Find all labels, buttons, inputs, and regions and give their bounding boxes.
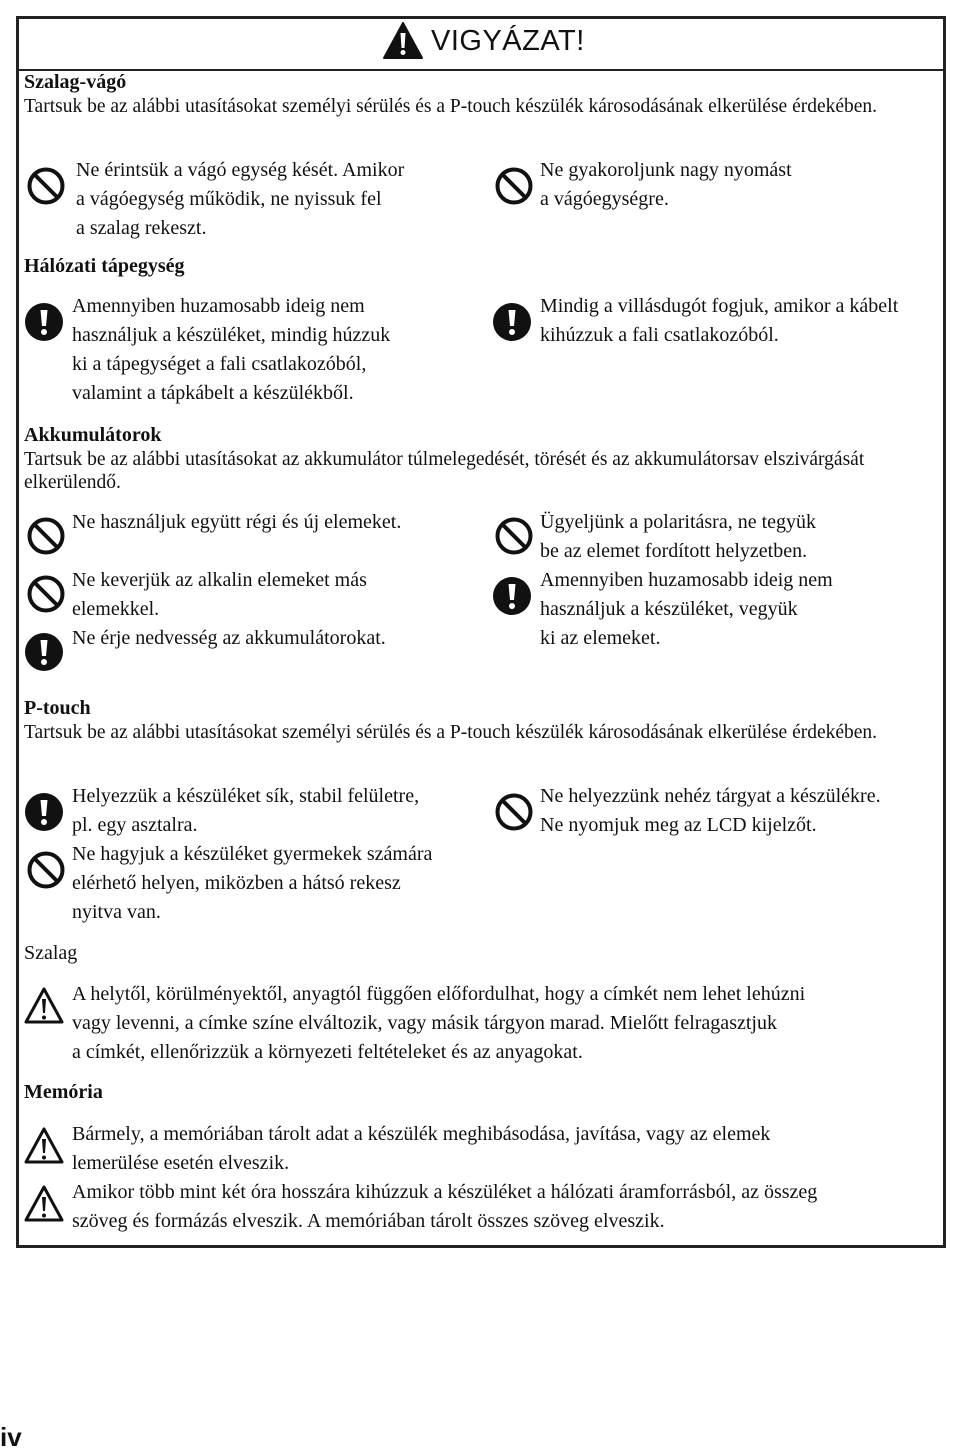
list-item bbox=[492, 566, 833, 653]
header-title-group bbox=[381, 21, 585, 61]
panel-header bbox=[19, 19, 943, 71]
section-title-memory: Memória bbox=[24, 1081, 103, 1103]
item-line: használjuk a készüléket, mindig húzzuk bbox=[72, 324, 391, 346]
item-line: vagy levenni, a címke színe elváltozik, vagy másik tárgyon marad. Mielőtt felragasztjuk bbox=[72, 1012, 777, 1034]
item-line: kihúzzuk a fali csatlakozóból. bbox=[540, 324, 779, 346]
mandatory-icon bbox=[24, 302, 64, 342]
item-line: Amennyiben huzamosabb ideig nem bbox=[540, 569, 833, 591]
item-line: szöveg és formázás elveszik. A memóriában tárolt összes szöveg elveszik. bbox=[72, 1210, 665, 1232]
item-line: Amikor több mint két óra hosszára kihúzzuk a készüléket a hálózati áramforrásból, az összeg bbox=[72, 1181, 818, 1203]
list-item bbox=[492, 508, 816, 566]
item-line: Ne keverjük az alkalin elemeket más bbox=[72, 569, 367, 591]
mandatory-icon bbox=[24, 632, 64, 672]
prohibition-icon bbox=[26, 574, 66, 614]
caution-icon bbox=[24, 1126, 64, 1166]
item-line: Helyezzük a készüléket sík, stabil felületre, bbox=[72, 785, 420, 807]
list-item bbox=[24, 156, 404, 243]
prohibition-icon bbox=[494, 792, 534, 832]
mandatory-icon bbox=[492, 302, 532, 342]
list-item bbox=[24, 1120, 770, 1178]
list-item bbox=[492, 156, 792, 214]
item-line: elemekkel. bbox=[72, 598, 160, 620]
section-title-ptouch: P-touch bbox=[24, 697, 91, 719]
item-line: valamint a tápkábelt a készülékből. bbox=[72, 382, 354, 404]
section-title-batteries: Akkumulátorok bbox=[24, 424, 162, 446]
page-number: iv bbox=[0, 1422, 22, 1452]
section-intro-ptouch: Tartsuk be az alábbi utasításokat személyi sérülés és a P-touch készülék károsodásának elkerülése érdekében. bbox=[24, 722, 878, 743]
warning-triangle-icon bbox=[381, 21, 425, 61]
prohibition-icon bbox=[494, 516, 534, 556]
section-title-adapter: Hálózati tápegység bbox=[24, 255, 185, 277]
item-line: a szalag rekeszt. bbox=[76, 217, 207, 239]
item-line: lemerülése esetén elveszik. bbox=[72, 1152, 290, 1174]
item-line: Ne érintsük a vágó egység kését. Amikor bbox=[76, 159, 405, 181]
section-intro-cutter: Tartsuk be az alábbi utasításokat személyi sérülés és a P-touch készülék károsodásának elkerülése érdekében. bbox=[24, 96, 878, 117]
item-line: használjuk a készüléket, vegyük bbox=[540, 598, 798, 620]
list-item bbox=[24, 980, 805, 1067]
item-line: Amennyiben huzamosabb ideig nem bbox=[72, 295, 365, 317]
item-line: be az elemet fordított helyzetben. bbox=[540, 540, 808, 562]
item-line: ki a tápegységet a fali csatlakozóból, bbox=[72, 353, 367, 375]
list-item bbox=[492, 292, 898, 350]
prohibition-icon bbox=[494, 166, 534, 206]
caution-icon bbox=[24, 1184, 64, 1224]
prohibition-icon bbox=[26, 850, 66, 890]
item-line: Ne érje nedvesség az akkumulátorokat. bbox=[72, 627, 386, 649]
section-intro-batteries: Tartsuk be az alábbi utasításokat az akkumulátor túlmelegedését, törését és az akkumulátorsav elszivárgását elkerülendő. bbox=[24, 449, 865, 493]
list-item bbox=[24, 782, 419, 840]
item-line: ki az elemeket. bbox=[540, 627, 661, 649]
item-line: a címkét, ellenőrizzük a környezeti feltételeket és az anyagokat. bbox=[72, 1041, 583, 1063]
prohibition-icon bbox=[26, 516, 66, 556]
item-line: pl. egy asztalra. bbox=[72, 814, 198, 836]
item-line: Ne hagyjuk a készüléket gyermekek számára bbox=[72, 843, 433, 865]
item-line: a vágóegység működik, ne nyissuk fel bbox=[76, 188, 382, 210]
item-line: Bármely, a memóriában tárolt adat a készülék meghibásodása, javítása, vagy az elemek bbox=[72, 1123, 771, 1145]
item-line: Ügyeljünk a polaritásra, ne tegyük bbox=[540, 511, 817, 533]
item-line: Mindig a villásdugót fogjuk, amikor a kábelt bbox=[540, 295, 899, 317]
list-item bbox=[24, 292, 390, 408]
item-line: nyitva van. bbox=[72, 901, 161, 923]
page-title: VIGYÁZAT! bbox=[431, 24, 585, 57]
list-item bbox=[24, 508, 401, 537]
item-line: Ne használjuk együtt régi és új elemeket. bbox=[72, 511, 402, 533]
section-title-tape: Szalag bbox=[24, 942, 78, 964]
mandatory-icon bbox=[24, 792, 64, 832]
item-line: Ne gyakoroljunk nagy nyomást bbox=[540, 159, 792, 181]
item-line: elérhető helyen, miközben a hátsó rekesz bbox=[72, 872, 401, 894]
caution-icon bbox=[24, 986, 64, 1026]
list-item bbox=[24, 566, 367, 624]
prohibition-icon bbox=[26, 166, 66, 206]
item-line: A helytől, körülményektől, anyagtól függően előfordulhat, hogy a címkét nem lehet lehúzni bbox=[72, 983, 806, 1005]
list-item bbox=[24, 840, 432, 927]
section-title-cutter: Szalag-vágó bbox=[24, 71, 127, 93]
list-item bbox=[492, 782, 881, 840]
item-line: a vágóegységre. bbox=[540, 188, 669, 210]
item-line: Ne nyomjuk meg az LCD kijelzőt. bbox=[540, 814, 817, 836]
list-item bbox=[24, 1178, 817, 1236]
mandatory-icon bbox=[492, 576, 532, 616]
item-line: Ne helyezzünk nehéz tárgyat a készülékre. bbox=[540, 785, 881, 807]
list-item bbox=[24, 624, 386, 653]
